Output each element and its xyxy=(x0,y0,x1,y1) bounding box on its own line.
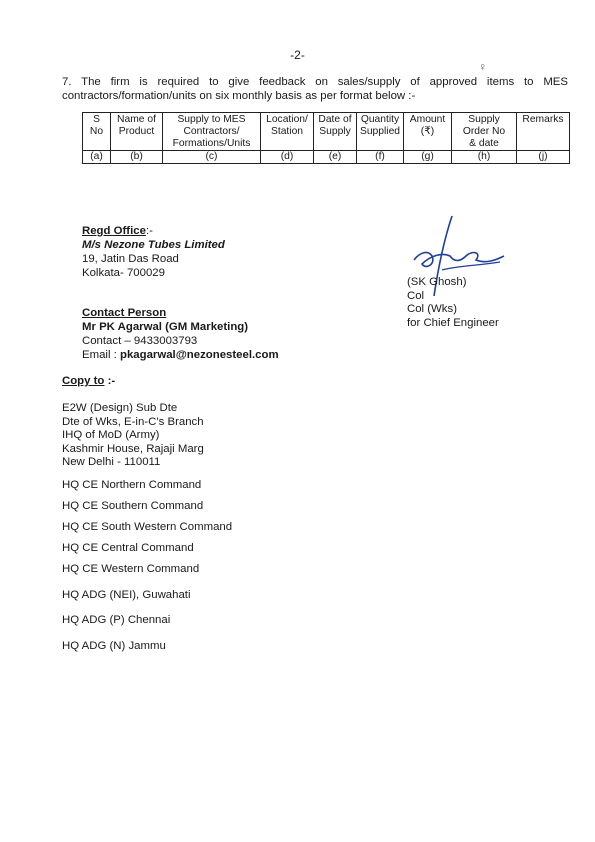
table-row xyxy=(83,151,570,164)
col-header-product: Name of Product xyxy=(111,113,163,151)
table-cell: (a) xyxy=(83,151,111,164)
table-cell: (j) xyxy=(517,151,570,164)
list-item: HQ CE Central Command xyxy=(62,542,194,554)
contact-person-block: Contact Person Mr PK Agarwal (GM Marketing) Contact – 9433003793 Email : pkagarwal@nezonesteel.com xyxy=(82,307,279,361)
table-cell: (d) xyxy=(261,151,314,164)
address-line: New Delhi - 110011 xyxy=(62,456,161,469)
signatory-designation: Col (Wks) xyxy=(407,303,457,315)
contact-email: pkagarwal@nezonesteel.com xyxy=(119,349,279,361)
page-number: -2- xyxy=(290,48,305,62)
copy-to-address xyxy=(62,402,204,470)
col-header-quantity: Quantity Supplied xyxy=(357,113,404,151)
list-item: HQ ADG (N) Jammu xyxy=(62,640,166,652)
col-header-supply-order: Supply Order No & date xyxy=(452,113,517,151)
signatory-rank: Col xyxy=(407,289,425,302)
table-cell: (h) xyxy=(452,151,517,164)
signatory-for: for Chief Engineer xyxy=(407,316,499,329)
col-header-amount: Amount (₹) xyxy=(404,113,452,151)
contact-heading: Contact Person xyxy=(82,307,167,319)
address-line: E2W (Design) Sub Dte xyxy=(62,402,178,414)
company-name: M/s Nezone Tubes Limited xyxy=(82,239,225,251)
table-cell: (b) xyxy=(111,151,163,164)
signatory-block xyxy=(407,276,499,330)
registered-office: Regd Office:- M/s Nezone Tubes Limited 19, Jatin Das Road Kolkata- 700029 xyxy=(82,225,225,279)
paragraph-line-1: 7. The firm is required to give feedback on sales/supply of approved items to MES xyxy=(62,76,568,88)
margin-mark: ♀ xyxy=(478,60,487,74)
table-header-row xyxy=(83,113,570,151)
table-cell: (e) xyxy=(314,151,357,164)
col-header-location: Location/ Station xyxy=(261,113,314,151)
table-cell: (c) xyxy=(163,151,261,164)
address-line: IHQ of MoD (Army) xyxy=(62,429,160,442)
paragraph-line-2: contractors/formation/units on six monthly basis as per format below :- xyxy=(62,89,416,102)
list-item: HQ CE South Western Command xyxy=(62,521,233,533)
list-item: HQ ADG (NEI), Guwahati xyxy=(62,589,191,601)
contact-name: Mr PK Agarwal (GM Marketing) xyxy=(82,321,249,333)
col-header-date: Date of Supply xyxy=(314,113,357,151)
col-header-sno: S No xyxy=(83,113,111,151)
address-line: Kashmir House, Rajaji Marg xyxy=(62,442,204,455)
office-address-1: 19, Jatin Das Road xyxy=(82,253,179,265)
copy-to-heading: Copy to :- xyxy=(62,375,116,387)
col-header-remarks: Remarks xyxy=(517,113,570,151)
feedback-format-table xyxy=(82,112,570,164)
signatory-name: (SK Ghosh) xyxy=(407,276,467,288)
list-item: HQ CE Southern Command xyxy=(62,500,204,512)
contact-phone: Contact – 9433003793 xyxy=(82,335,198,347)
table-cell: (g) xyxy=(404,151,452,164)
list-item: HQ CE Northern Command xyxy=(62,479,202,491)
col-header-supply-to: Supply to MES Contractors/ Formations/Units xyxy=(163,113,261,151)
office-heading: Regd Office xyxy=(82,225,146,237)
list-item: HQ CE Western Command xyxy=(62,563,200,575)
address-line: Dte of Wks, E-in-C’s Branch xyxy=(62,415,204,428)
list-item: HQ ADG (P) Chennai xyxy=(62,614,171,626)
office-address-2: Kolkata- 700029 xyxy=(82,267,165,279)
paragraph-7 xyxy=(62,76,568,103)
table-cell: (f) xyxy=(357,151,404,164)
